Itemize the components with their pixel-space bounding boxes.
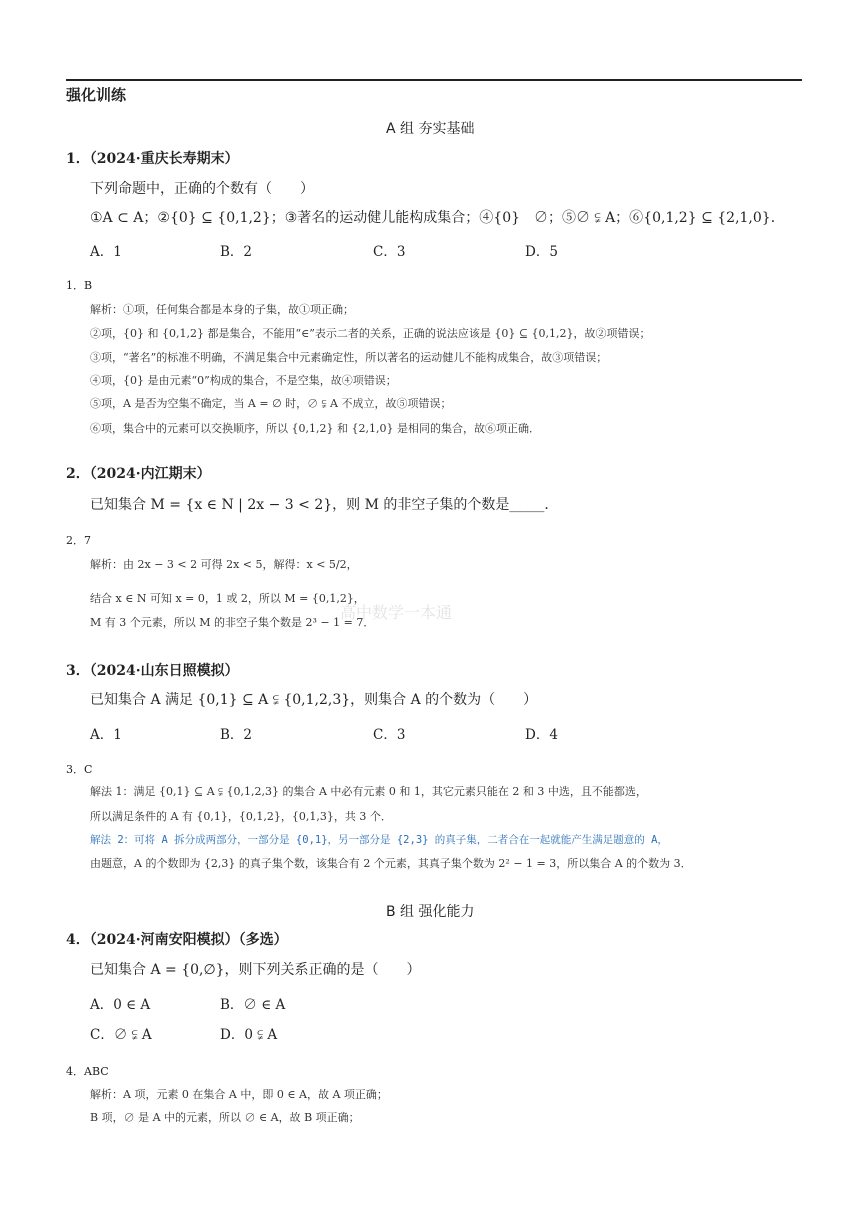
q2-explanation-line: M 有 3 个元素，所以 M 的非空子集个数是 2³ − 1 = 7． (90, 616, 375, 629)
q1-stem: 下列命题中，正确的个数有（ ） (90, 181, 314, 197)
q3-stem: 已知集合 A 满足 {0,1} ⊆ A ⫋ {0,1,2,3}，则集合 A 的个数为（ ） (90, 692, 538, 708)
q1-explanation-line: ⑥项，集合中的元素可以交换顺序，所以 {0,1,2} 和 {2,1,0} 是相同的集合，故⑥项正确． (90, 422, 540, 435)
header-rule (66, 79, 802, 81)
q3-option-a: A．1 (90, 727, 122, 743)
q1-explanation-line: ④项，{0} 是由元素“0”构成的集合，不是空集，故④项错误； (90, 374, 397, 387)
q3-explanation-line: 所以满足条件的 A 有 {0,1}，{0,1,2}，{0,1,3}，共 3 个． (90, 810, 392, 823)
q4-answer: 4．ABC (66, 1065, 109, 1078)
q4-option-b: B．∅ ∈ A (220, 997, 286, 1013)
q3-option-d: D．4 (525, 727, 558, 743)
q1-answer: 1．B (66, 279, 93, 292)
q1-items: ①A ⊂ A；②{0} ⊆ {0,1,2}；③著名的运动健儿能构成集合；④{0} ∅；⑤∅ ⫋ A；⑥{0,1,2} ⊆ {2,1,0}． (90, 210, 785, 226)
q3-answer: 3．C (66, 763, 93, 776)
q3-explanation-end: 由题意，A 的个数即为 {2,3} 的真子集个数，该集合有 2 个元素，其真子集个数为 2² − 1 = 3，所以集合 A 的个数为 3． (90, 857, 692, 870)
q4-stem: 已知集合 A = {0,∅}，则下列关系正确的是（ ） (90, 962, 421, 978)
q1-option-a: A．1 (90, 244, 122, 260)
q3-option-b: B．2 (220, 727, 253, 743)
q1-heading: 1．（2024·重庆长寿期末） (66, 151, 239, 167)
q4-option-c: C．∅ ⫋ A (90, 1027, 152, 1043)
q1-explanation-line: 解析：①项，任何集合都是本身的子集，故①项正确； (90, 303, 354, 316)
q1-option-d: D．5 (525, 244, 558, 260)
q3-explanation-line: 解法 1：满足 {0,1} ⊆ A ⫋ {0,1,2,3} 的集合 A 中必有元素 0 和 1，其它元素只能在 2 和 3 中选，且不能都选， (90, 785, 647, 798)
q1-explanation-line: ③项，“著名”的标准不明确，不满足集合中元素确定性，所以著名的运动健儿不能构成集合，故③项错误； (90, 351, 608, 364)
q3-heading: 3．（2024·山东日照模拟） (66, 663, 239, 679)
q2-heading: 2．（2024·内江期末） (66, 466, 211, 482)
q4-explanation-line: B 项，∅ 是 A 中的元素，所以 ∅ ∈ A，故 B 项正确； (90, 1111, 360, 1124)
q4-option-d: D．0 ⫋ A (220, 1027, 278, 1043)
q4-explanation-line: 解析：A 项，元素 0 在集合 A 中，即 0 ∈ A，故 A 项正确； (90, 1088, 388, 1101)
q2-explanation-line: 解析：由 2x − 3 < 2 可得 2x < 5，解得：x < 5/2， (90, 558, 358, 571)
q1-option-c: C．3 (373, 244, 406, 260)
q1-option-b: B．2 (220, 244, 253, 260)
group-b-title: B 组 强化能力 (386, 904, 475, 920)
q1-explanation-line: ⑤项，A 是否为空集不确定，当 A = ∅ 时，∅ ⫋ A 不成立，故⑤项错误； (90, 397, 452, 410)
q4-heading: 4．（2024·河南安阳模拟）（多选） (66, 932, 288, 948)
watermark: 高中数学一本通 (340, 603, 453, 622)
q4-option-a: A．0 ∈ A (90, 997, 151, 1013)
q3-option-c: C．3 (373, 727, 406, 743)
section-title: 强化训练 (66, 86, 127, 104)
q1-explanation-line: ②项，{0} 和 {0,1,2} 都是集合，不能用“∈”表示二者的关系，正确的说法应该是 {0} ⊆ {0,1,2}，故②项错误； (90, 327, 651, 340)
q2-stem: 已知集合 M = {x ∈ N | 2x − 3 < 2}，则 M 的非空子集的个数是_____． (90, 497, 559, 513)
q2-explanation-line: 结合 x ∈ N 可知 x = 0，1 或 2，所以 M = {0,1,2}， (90, 592, 365, 605)
group-a-title: A 组 夯实基础 (386, 121, 475, 137)
q3-explanation-alt: 解法 2：可将 A 拆分成两部分，一部分是 {0,1}，另一部分是 {2,3} 的真子集，二者合在一起就能产生满足题意的 A， (90, 834, 668, 846)
q2-answer: 2．7 (66, 534, 91, 547)
